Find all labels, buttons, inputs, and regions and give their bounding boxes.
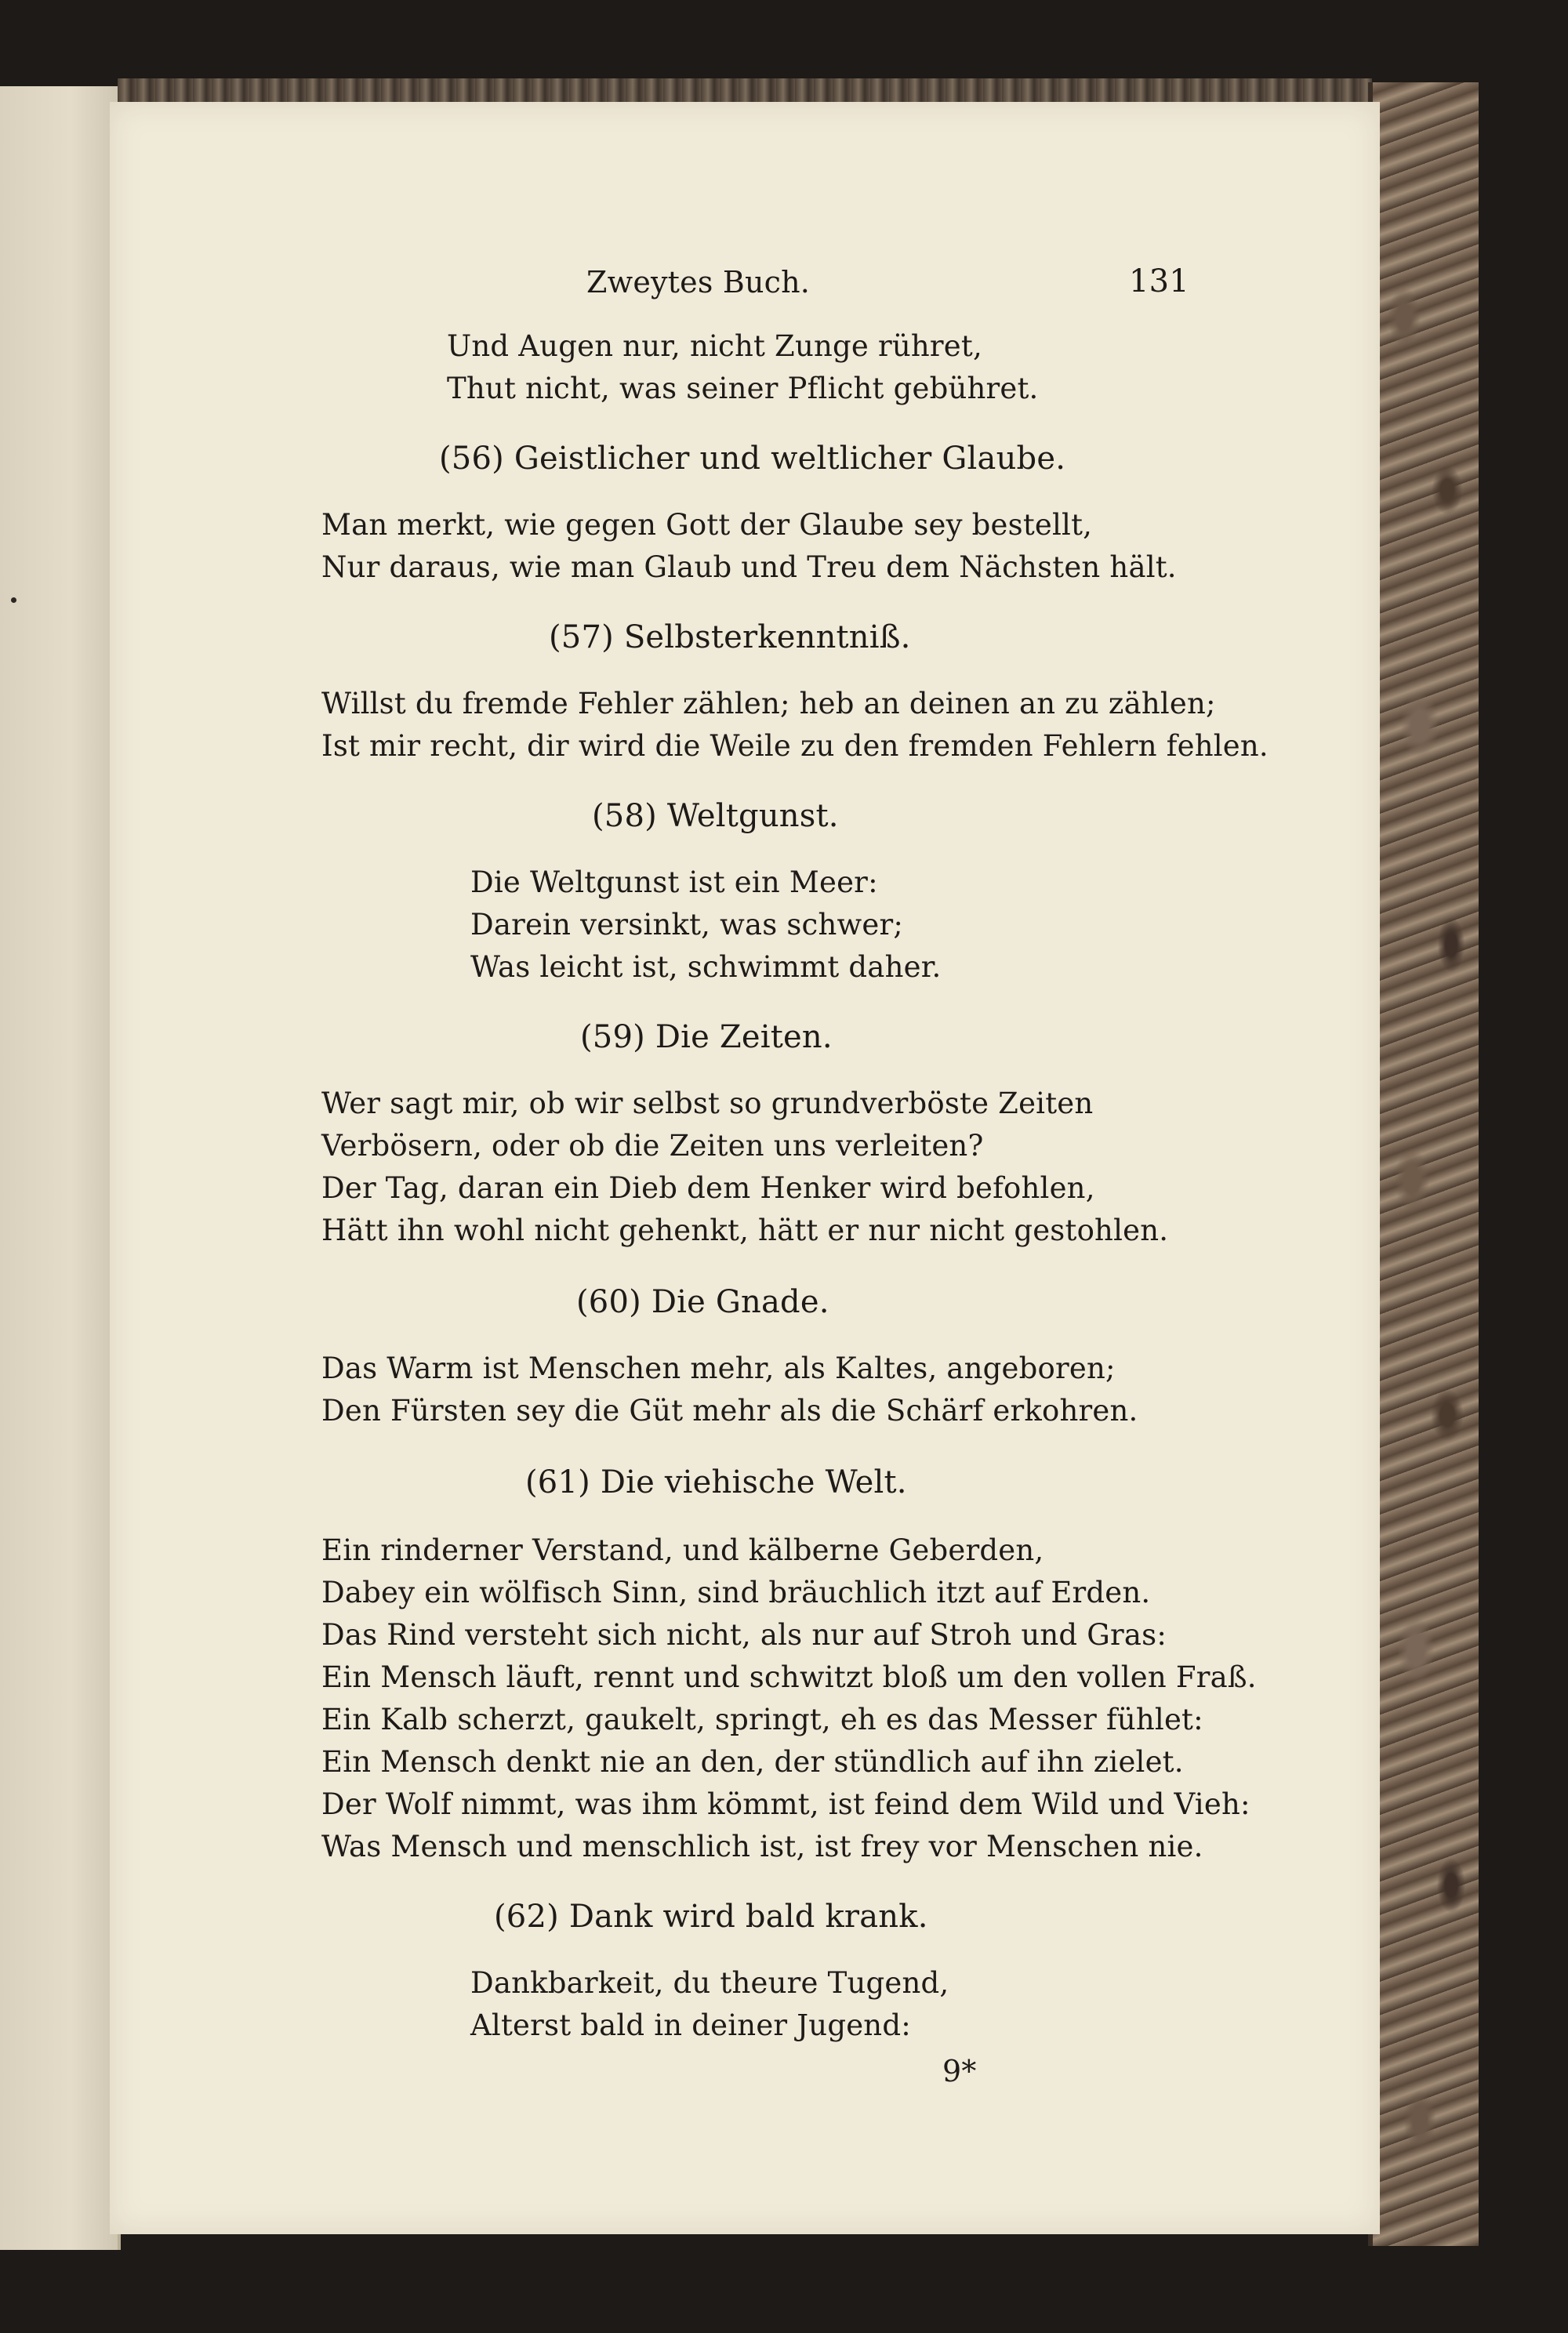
verse-line: Die Weltgunst ist ein Meer: (470, 865, 878, 899)
running-head: Zweytes Buch. (586, 265, 811, 299)
poem-heading: (62) Dank wird bald krank. (494, 1899, 928, 1935)
poem-heading: (59) Die Zeiten. (580, 1019, 833, 1055)
verse-line: Thut nicht, was seiner Pflicht gebühret. (447, 372, 1039, 405)
poem-heading: (61) Die viehische Welt. (525, 1464, 907, 1500)
verse-line: Nur daraus, wie man Glaub und Treu dem Nächsten hält. (321, 550, 1177, 584)
verse-line: Ein Kalb scherzt, gaukelt, springt, eh es das Messer fühlet: (321, 1703, 1203, 1736)
verse-line: Ist mir recht, dir wird die Weile zu den fremden Fehlern fehlen. (321, 729, 1269, 763)
verse-line: Das Warm ist Menschen mehr, als Kaltes, angeboren; (321, 1352, 1116, 1385)
verse-line: Das Rind versteht sich nicht, als nur auf Stroh und Gras: (321, 1618, 1167, 1652)
verse-line: Was Mensch und menschlich ist, ist frey vor Menschen nie. (321, 1830, 1203, 1863)
verse-line: Der Tag, daran ein Dieb dem Henker wird befohlen, (321, 1171, 1095, 1205)
verse-line: Ein Mensch denkt nie an den, der stündlich auf ihn zielet. (321, 1745, 1184, 1779)
poem-heading: (60) Die Gnade. (576, 1284, 829, 1320)
poem-heading: (56) Geistlicher und weltlicher Glaube. (439, 441, 1066, 477)
page-number: 131 (1129, 263, 1189, 299)
verse-line: Und Augen nur, nicht Zunge rühret, (447, 329, 982, 363)
verse-line: Der Wolf nimmt, was ihm kömmt, ist feind dem Wild und Vieh: (321, 1787, 1250, 1821)
poem-heading: (57) Selbsterkenntniß. (549, 619, 911, 655)
facing-page-edge (0, 86, 121, 2250)
verse-line: Hätt ihn wohl nicht gehenkt, hätt er nur nicht gestohlen. (321, 1214, 1169, 1247)
verse-line: Was leicht ist, schwimmt daher. (470, 950, 942, 984)
verse-line: Man merkt, wie gegen Gott der Glaube sey bestellt, (321, 508, 1093, 542)
verse-line: Den Fürsten sey die Güt mehr als die Schärf erkohren. (321, 1394, 1138, 1428)
verse-line: Ein Mensch läuft, rennt und schwitzt bloß um den vollen Fraß. (321, 1660, 1257, 1694)
book-page (110, 102, 1380, 2234)
marbled-cover-board (1368, 82, 1479, 2246)
verse-line: Wer sagt mir, ob wir selbst so grundverböste Zeiten (321, 1087, 1094, 1120)
verse-line: Dankbarkeit, du theure Tugend, (470, 1966, 949, 2000)
verse-line: Dabey ein wölfisch Sinn, sind bräuchlich itzt auf Erden. (321, 1576, 1151, 1609)
ink-speck (11, 597, 16, 603)
signature-mark: 9* (942, 2054, 977, 2088)
poem-heading: (58) Weltgunst. (592, 798, 839, 834)
verse-line: Darein versinkt, was schwer; (470, 908, 904, 942)
verse-line: Ein rinderner Verstand, und kälberne Geberden, (321, 1533, 1044, 1567)
verse-line: Willst du fremde Fehler zählen; heb an deinen an zu zählen; (321, 687, 1216, 720)
verse-line: Alterst bald in deiner Jugend: (470, 2008, 911, 2042)
verse-line: Verbösern, oder ob die Zeiten uns verleiten? (321, 1129, 984, 1163)
